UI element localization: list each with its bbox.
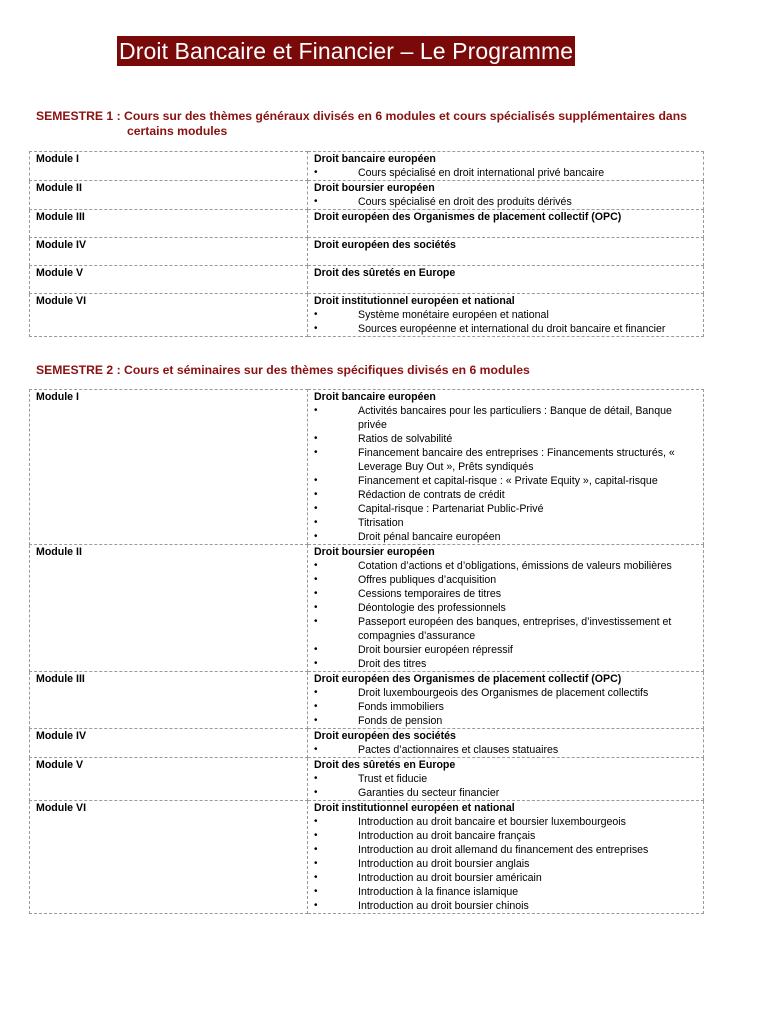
module-label: Module VI bbox=[30, 801, 308, 914]
module-label: Module III bbox=[30, 672, 308, 729]
list-item: • Système monétaire européen et national bbox=[314, 308, 699, 322]
table-row bbox=[30, 545, 704, 672]
course-list bbox=[314, 686, 699, 728]
module-content bbox=[308, 758, 704, 801]
course-list bbox=[314, 743, 699, 757]
table-row bbox=[30, 801, 704, 914]
list-item: • Introduction au droit bancaire et boursier luxembourgeois bbox=[314, 815, 699, 829]
list-item: • Droit pénal bancaire européen bbox=[314, 530, 699, 544]
table-row bbox=[30, 238, 704, 266]
module-label: Module IV bbox=[30, 238, 308, 266]
module-title: Droit des sûretés en Europe bbox=[314, 759, 456, 771]
list-item: • Garanties du secteur financier bbox=[314, 786, 699, 800]
list-item: • Introduction à la finance islamique bbox=[314, 885, 699, 899]
list-item: • Capital-risque : Partenariat Public-Privé bbox=[314, 502, 699, 516]
module-title: Droit boursier européen bbox=[314, 546, 435, 558]
module-label: Module I bbox=[30, 152, 308, 181]
module-label: Module V bbox=[30, 266, 308, 294]
module-content bbox=[308, 210, 704, 238]
module-content bbox=[308, 238, 704, 266]
list-item: • Cessions temporaires de titres bbox=[314, 587, 699, 601]
table-row bbox=[30, 266, 704, 294]
list-item: • Trust et fiducie bbox=[314, 772, 699, 786]
course-list bbox=[314, 559, 699, 671]
module-title: Droit européen des sociétés bbox=[314, 730, 456, 742]
course-list bbox=[314, 308, 699, 336]
table-row bbox=[30, 758, 704, 801]
module-content bbox=[308, 390, 704, 545]
list-item: • Introduction au droit boursier chinois bbox=[314, 899, 699, 913]
module-content bbox=[308, 545, 704, 672]
semester-1-heading-cont: certains modules bbox=[127, 124, 228, 138]
table-row bbox=[30, 210, 704, 238]
table-row bbox=[30, 729, 704, 758]
semester-1-table bbox=[29, 151, 704, 337]
list-item: • Pactes d’actionnaires et clauses statuaires bbox=[314, 743, 699, 757]
table-row bbox=[30, 294, 704, 337]
list-item: • Titrisation bbox=[314, 516, 699, 530]
module-title: Droit européen des sociétés bbox=[314, 239, 456, 251]
page-title: Droit Bancaire et Financier – Le Programme bbox=[119, 38, 574, 64]
list-item: • Cours spécialisé en droit international privé bancaire bbox=[314, 166, 699, 180]
module-title: Droit bancaire européen bbox=[314, 391, 436, 403]
semester-2-heading: SEMESTRE 2 : Cours et séminaires sur des thèmes spécifiques divisés en 6 modules bbox=[36, 363, 530, 377]
module-title: Droit bancaire européen bbox=[314, 153, 436, 165]
module-label: Module II bbox=[30, 181, 308, 210]
semester-1-heading-lead: SEMESTRE 1 : Cours sur des thèmes généraux divisés en 6 modules et cours spécialisés supplémentaires dans bbox=[36, 109, 687, 123]
list-item: • Introduction au droit allemand du financement des entreprises bbox=[314, 843, 699, 857]
module-label: Module III bbox=[30, 210, 308, 238]
list-item: • Activités bancaires pour les particuliers : Banque de détail, Banque privée bbox=[314, 404, 699, 432]
list-item: • Introduction au droit bancaire français bbox=[314, 829, 699, 843]
module-title: Droit européen des Organismes de placement collectif (OPC) bbox=[314, 673, 622, 685]
module-label: Module V bbox=[30, 758, 308, 801]
list-item: • Passeport européen des banques, entreprises, d’investissement et compagnies d’assurance bbox=[314, 615, 699, 643]
list-item: • Financement et capital-risque : « Private Equity », capital-risque bbox=[314, 474, 699, 488]
module-label: Module VI bbox=[30, 294, 308, 337]
list-item: • Cotation d’actions et d’obligations, émissions de valeurs mobilières bbox=[314, 559, 699, 573]
module-label: Module I bbox=[30, 390, 308, 545]
module-title: Droit institutionnel européen et national bbox=[314, 802, 515, 814]
list-item: • Cours spécialisé en droit des produits dérivés bbox=[314, 195, 699, 209]
list-item: • Financement bancaire des entreprises : Financements structurés, « Leverage Buy Out », Prêts syndiqués bbox=[314, 446, 699, 474]
list-item: • Introduction au droit boursier américain bbox=[314, 871, 699, 885]
module-content bbox=[308, 801, 704, 914]
module-label: Module II bbox=[30, 545, 308, 672]
list-item: • Sources européenne et international du droit bancaire et financier bbox=[314, 322, 699, 336]
list-item: • Ratios de solvabilité bbox=[314, 432, 699, 446]
table-row bbox=[30, 390, 704, 545]
course-list bbox=[314, 404, 699, 544]
list-item: • Rédaction de contrats de crédit bbox=[314, 488, 699, 502]
list-item: • Offres publiques d’acquisition bbox=[314, 573, 699, 587]
list-item: • Droit luxembourgeois des Organismes de placement collectifs bbox=[314, 686, 699, 700]
module-content bbox=[308, 152, 704, 181]
module-title: Droit des sûretés en Europe bbox=[314, 267, 456, 279]
module-content bbox=[308, 672, 704, 729]
course-list bbox=[314, 815, 699, 913]
module-title: Droit européen des Organismes de placement collectif (OPC) bbox=[314, 211, 622, 223]
list-item: • Introduction au droit boursier anglais bbox=[314, 857, 699, 871]
table-row bbox=[30, 181, 704, 210]
course-list bbox=[314, 166, 699, 180]
module-content bbox=[308, 181, 704, 210]
module-title: Droit institutionnel européen et national bbox=[314, 295, 515, 307]
module-label: Module IV bbox=[30, 729, 308, 758]
list-item: • Fonds de pension bbox=[314, 714, 699, 728]
course-list bbox=[314, 772, 699, 800]
module-content bbox=[308, 266, 704, 294]
list-item: • Droit boursier européen répressif bbox=[314, 643, 699, 657]
course-list bbox=[314, 195, 699, 209]
list-item: • Fonds immobiliers bbox=[314, 700, 699, 714]
semester-1-heading bbox=[36, 109, 736, 139]
module-content bbox=[308, 729, 704, 758]
semester-2-table bbox=[29, 389, 704, 914]
module-content bbox=[308, 294, 704, 337]
table-row bbox=[30, 152, 704, 181]
list-item: • Droit des titres bbox=[314, 657, 699, 671]
module-title: Droit boursier européen bbox=[314, 182, 435, 194]
table-row bbox=[30, 672, 704, 729]
list-item: • Déontologie des professionnels bbox=[314, 601, 699, 615]
